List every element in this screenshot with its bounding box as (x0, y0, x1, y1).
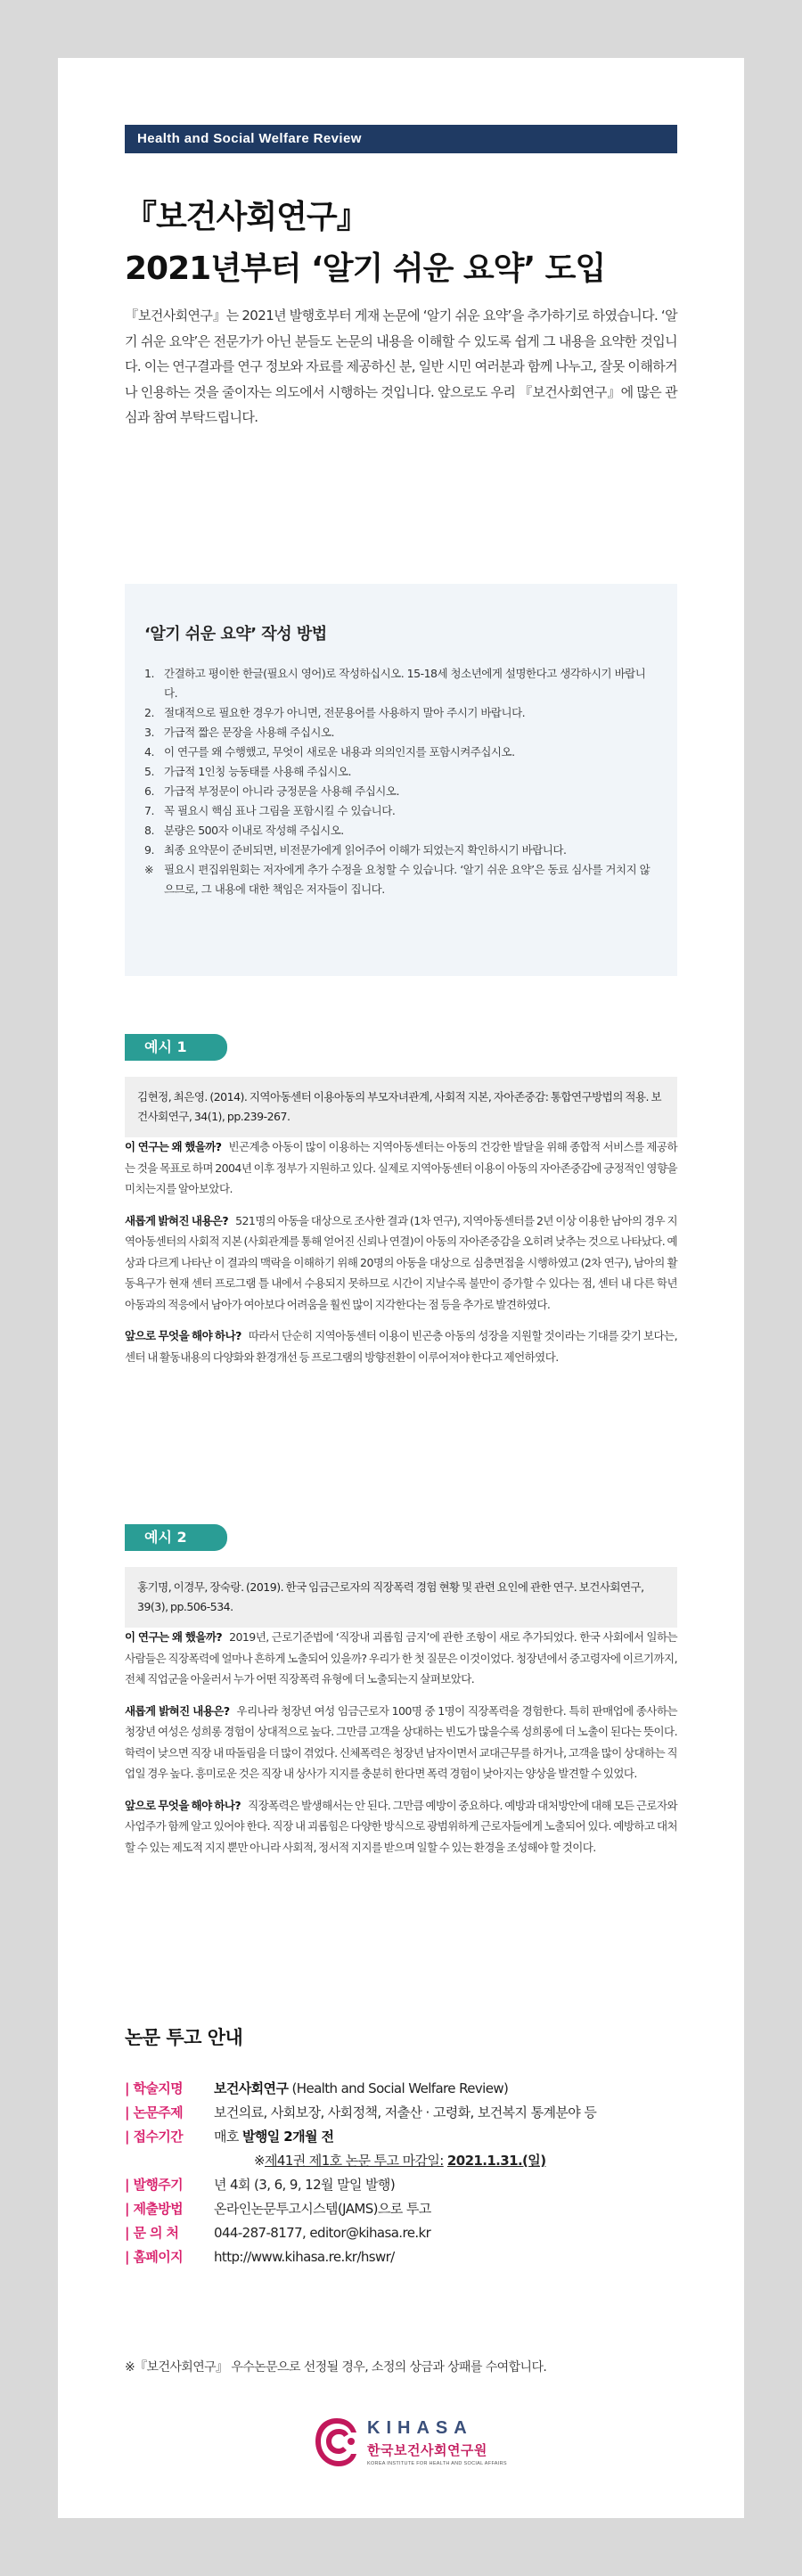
logo-korean: 한국보건사회연구원 (367, 2442, 487, 2458)
info-value-bold: 발행일 2개월 전 (241, 2129, 334, 2145)
deadline-date: 2021.1.31.(일) (446, 2153, 546, 2169)
guide-item-number: 6. (144, 784, 154, 798)
info-label: | 발행주기 (125, 2173, 214, 2197)
info-value-text: 매호 (214, 2129, 242, 2145)
guide-title: ‘알기 쉬운 요약’ 작성 방법 (144, 625, 327, 644)
answer-text: 직장폭력은 발생해서는 안 된다. 그만큼 예방이 중요하다. 예방과 대처방안에 대해 모든 근로자와 사업주가 함께 알고 있어야 한다. 직장 내 괴롭힘은 다양한 방식으로 광범위하게 근로자들에게 노출되어 있다. 예방하고 대처할 수 있는 제도적 지지 뿐만 아니라 사회적, 정서적 지지를 받으며 일할 수 있는 환경을 조성해야 할 것이다. (125, 1798, 677, 1854)
kihasa-emblem-icon (312, 2415, 362, 2470)
guide-item-text: 가급적 짧은 문장을 사용해 주십시오. (164, 726, 334, 739)
guide-note-mark: ※ (144, 863, 153, 876)
guide-item-number: 5. (144, 765, 154, 778)
guide-item-text: 분량은 500자 이내로 작성해 주십시오. (164, 824, 344, 837)
guide-item-text: 꼭 필요시 핵심 표나 그림을 포함시킬 수 있습니다. (164, 804, 396, 817)
guide-item-number: 9. (144, 843, 154, 857)
info-row-frequency (125, 2173, 677, 2197)
example-2-badge-wrap (125, 1524, 227, 1551)
guide-item-number: 4. (144, 745, 154, 759)
info-label: | 제출방법 (125, 2197, 214, 2221)
example-1-findings (125, 1210, 677, 1316)
info-value-text: (Health and Social Welfare Review) (288, 2080, 509, 2096)
guide-item-text: 최종 요약문이 준비되면, 비전문가에게 읽어주어 이해가 되었는지 확인하시기 바랍니다. (164, 843, 567, 857)
answer-text: 빈곤계층 아동이 많이 이용하는 지역아동센터는 아동의 건강한 발달을 위해 종합적 서비스를 제공하는 것을 목표로 하며 2004년 이후 정부가 지원하고 있다. 실제로 지역아동센터 이용이 아동의 자아존중감에 긍정적인 영향을 미치는지를 알아보았다. (125, 1140, 677, 1195)
guide-item-text: 간결하고 평이한 한글(필요시 영어)로 작성하십시오. 15-18세 청소년에게 설명한다고 생각하시기 바랍니다. (164, 667, 646, 700)
info-label: | 홈페이지 (125, 2245, 214, 2269)
example-2-findings (125, 1701, 677, 1784)
example-1-badge-wrap (125, 1034, 227, 1061)
info-label: | 학술지명 (125, 2077, 214, 2101)
guide-item (144, 664, 658, 703)
example-2-citation: 홍기명, 이경무, 장숙랑. (2019). 한국 임금근로자의 직장폭력 경험 현황 및 관련 요인에 관한 연구. 보건사회연구, 39(3), pp.506-534. (125, 1567, 677, 1628)
writing-guide-box (125, 584, 677, 976)
answer-text: 우리나라 청장년 여성 임금근로자 100명 중 1명이 직장폭력을 경험한다. 특히 판매업에 종사하는 청장년 여성은 성희롱 경험이 상대적으로 높다. 그만큼 고객을 상대하는 빈도가 많을수록 성희롱에 더 노출이 된다는 뜻이다. 학력이 낮으면 직장 내 따돌림을 더 많이 겪었다. 신체폭력은 청장년 남자이면서 교대근무를 하거나, 고객을 많이 상대하는 직업일 경우 높다. 흥미로운 것은 직장 내 상사가 지지를 충분히 한다면 폭력 경험이 낮아지는 양상을 발견할 수 있었다. (125, 1703, 677, 1780)
example-2-body (125, 1627, 677, 1868)
guide-item-text: 절대적으로 필요한 경우가 아니면, 전문용어를 사용하지 말아 주시기 바랍니다. (164, 706, 526, 719)
guide-note (144, 860, 658, 899)
page (58, 58, 744, 2518)
intro-paragraph: 『보건사회연구』는 2021년 발행호부터 게재 논문에 ‘알기 쉬운 요약’을 추가하기로 하였습니다. ‘알기 쉬운 요약’은 전문가가 아닌 분들도 논문의 내용을 이해할 수 있도록 쉽게 그 내용을 요약한 것입니다. 이는 연구결과를 연구 정보와 자료를 제공하신 분, 일반 시민 여러분과 함께 나누고, 잘못 이해하거나 인용하는 것을 줄이자는 의도에서 시행하는 것입니다. 앞으로도 우리 『보건사회연구』에 많은 관심과 참여 부탁드립니다. (125, 308, 677, 425)
guide-item-number: 1. (144, 667, 154, 680)
info-label: | 논문주제 (125, 2101, 214, 2125)
title-line-1: 『보건사회연구』 (125, 199, 368, 235)
info-row-method (125, 2197, 677, 2221)
question-label: 앞으로 무엇을 해야 하나? (125, 1798, 241, 1812)
guide-item (144, 723, 658, 742)
info-value: 년 4회 (3, 6, 9, 12월 말일 발행) (214, 2177, 396, 2193)
deadline-note (125, 2149, 677, 2173)
deadline-label: 제41권 제1호 논문 투고 마감일: (264, 2153, 444, 2169)
info-value: 보건의료, 사회보장, 사회정책, 저출산 · 고령화, 보건복지 통계분야 등 (214, 2104, 597, 2121)
guide-item (144, 782, 658, 801)
guide-item-number: 3. (144, 726, 154, 739)
info-value (214, 2125, 333, 2149)
question-label: 이 연구는 왜 했을까? (125, 1630, 223, 1644)
info-value[interactable]: 044-287-8177, editor@kihasa.re.kr (214, 2225, 431, 2241)
title-line-2: 2021년부터 ‘알기 쉬운 요약’ 도입 (125, 250, 606, 287)
logo-english: KOREA INSTITUTE FOR HEALTH AND SOCIAL AFFAIRS (367, 2461, 507, 2466)
guide-item-number: 7. (144, 804, 154, 817)
example-1-badge: 예시 1 (125, 1034, 227, 1061)
example-1-why (125, 1136, 677, 1200)
guide-item-text: 가급적 부정문이 아니라 긍정문을 사용해 주십시오. (164, 784, 399, 798)
example-2-next (125, 1795, 677, 1858)
example-2-why (125, 1627, 677, 1690)
question-label: 앞으로 무엇을 해야 하나? (125, 1329, 241, 1342)
logo-text (367, 2418, 507, 2466)
info-value (214, 2077, 508, 2101)
award-footnote: ※『보건사회연구』 우수논문으로 선정될 경우, 소정의 상금과 상패를 수여합니다. (125, 2360, 547, 2375)
answer-text: 521명의 아동을 대상으로 조사한 결과 (1차 연구), 지역아동센터를 2년 이상 이용한 남아의 경우 지역아동센터의 사회적 지본 (사회관계를 통해 얻어진 신뢰나 연결)이 아동의 자아존중감을 오히려 낮추는 것으로 나타났다. 예상과 다르게 나타난 이 결과의 맥락을 이해하기 위해 20명의 아동을 대상으로 심층면접을 시행하였고 (2차 연구), 남아의 활동욕구가 현재 센터 프로그램 틀 내에서 수용되지 못하므로 시간이 지날수록 불만이 증가할 수 있다는 점, 센터 내 다른 학년 아동과의 적응에서 남아가 여아보다 어려움을 훨씬 많이 지각한다는 점 등을 추가로 발견하였다. (125, 1213, 677, 1311)
example-1-citation: 김현정, 최은영. (2014). 지역아동센터 이용아동의 부모자녀관계, 사회적 지본, 자아존중감: 통합연구방법의 적용. 보건사회연구, 34(1), pp.239-267. (125, 1077, 677, 1137)
example-1-body (125, 1136, 677, 1378)
answer-text: 2019년, 근로기준법에 ‘직장내 괴롭힘 금지’에 관한 조항이 새로 추가되었다. 한국 사회에서 일하는 사람들은 직장폭력에 얼마나 흔하게 노출되어 있을까? 우리가 한 첫 질문은 이것이었다. 청장년에서 중고령자에 이르기까지, 전체 직업군을 아울러서 누가 어떤 직장폭력 유형에 더 노출되는지 살펴보았다. (125, 1630, 677, 1686)
guide-item-text: 가급적 1인칭 능동태를 사용해 주십시오. (164, 765, 352, 778)
example-1-next (125, 1325, 677, 1367)
info-row-journal (125, 2077, 677, 2101)
guide-item (144, 821, 658, 841)
guide-note-text: 필요시 편집위원회는 저자에게 추가 수정을 요청할 수 있습니다. ‘알기 쉬운 요약’은 동료 심사를 거치지 않으므로, 그 내용에 대한 책임은 저자들이 집니다. (164, 863, 651, 896)
guide-item-number: 8. (144, 824, 154, 837)
question-label: 새롭게 밝혀진 내용은? (125, 1213, 229, 1227)
page-title (125, 192, 677, 295)
info-row-homepage (125, 2245, 677, 2269)
info-row-topics (125, 2101, 677, 2125)
guide-item (144, 703, 658, 723)
submission-title: 논문 투고 안내 (125, 2027, 243, 2048)
journal-banner: Health and Social Welfare Review (125, 125, 677, 153)
guide-item (144, 841, 658, 860)
submission-info (125, 2077, 677, 2269)
homepage-link[interactable]: http://www.kihasa.re.kr/hswr/ (214, 2249, 395, 2265)
info-value-bold: 보건사회연구 (214, 2080, 289, 2096)
info-label: | 접수기간 (125, 2125, 214, 2149)
deadline-mark: ※ (254, 2153, 265, 2169)
kihasa-logo (312, 2411, 507, 2473)
example-2-badge: 예시 2 (125, 1524, 227, 1551)
guide-list (144, 664, 658, 899)
guide-item (144, 742, 658, 762)
question-label: 이 연구는 왜 했을까? (125, 1140, 222, 1153)
info-row-contact (125, 2221, 677, 2245)
guide-item-text: 이 연구를 왜 수행했고, 무엇이 새로운 내용과 의의인지를 포함시켜주십시오. (164, 745, 515, 759)
info-label: | 문 의 처 (125, 2221, 214, 2245)
logo-name: KIHASA (367, 2418, 473, 2438)
question-label: 새롭게 밝혀진 내용은? (125, 1703, 230, 1718)
guide-item (144, 801, 658, 821)
answer-text: 따라서 단순히 지역아동센터 이용이 빈곤층 아동의 성장을 지원할 것이라는 기대를 갖기 보다는, 센터 내 활동내용의 다양화와 환경개선 등 프로그램의 방향전환이 이루어져야 한다고 제언하였다. (125, 1329, 678, 1364)
info-row-period (125, 2125, 677, 2149)
info-value: 온라인논문투고시스템(JAMS)으로 투고 (214, 2201, 431, 2217)
guide-item (144, 762, 658, 782)
guide-item-number: 2. (144, 706, 154, 719)
